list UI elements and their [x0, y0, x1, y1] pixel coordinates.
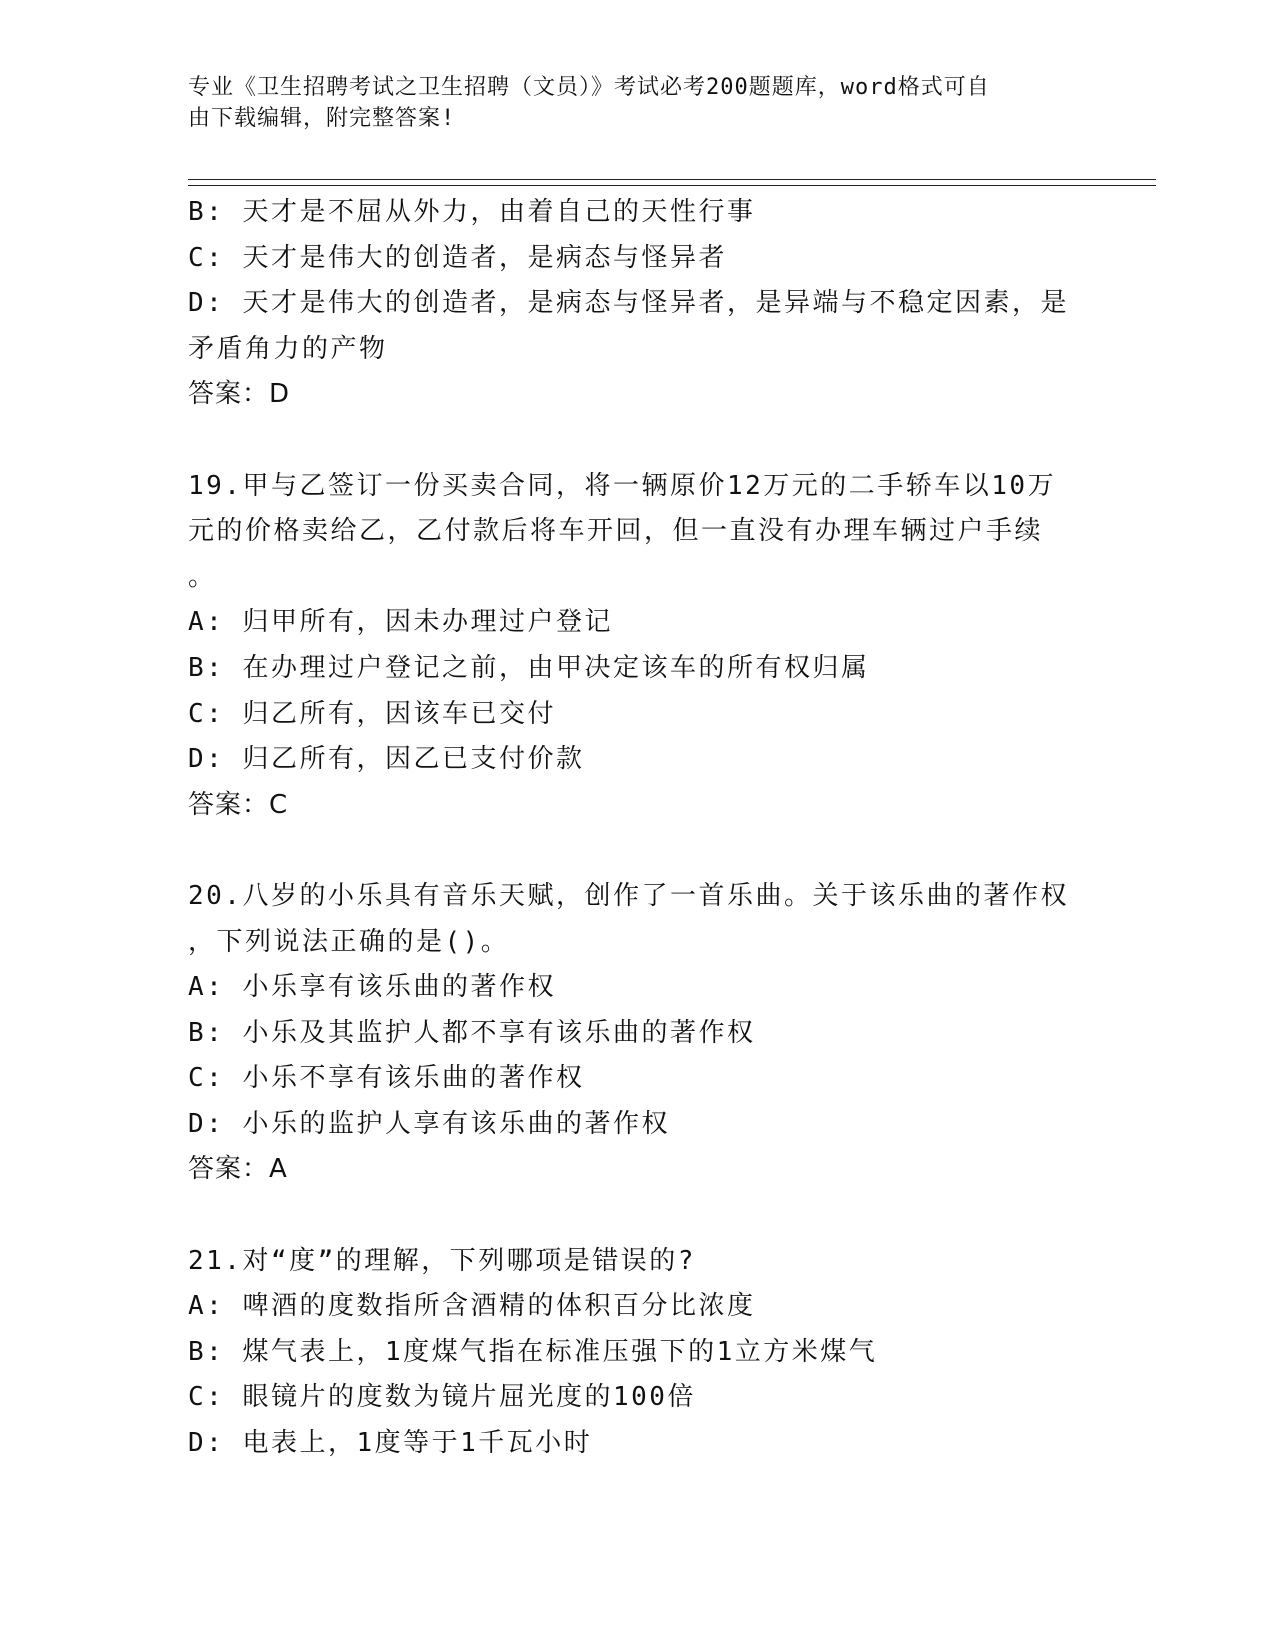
spacer: [188, 418, 1088, 464]
q20-answer: 答案：A: [188, 1154, 288, 1185]
q21-option-d: D: 电表上，1度等于1千瓦小时: [188, 1428, 593, 1459]
header-title-line-2: 由下载编辑，附完整答案!: [188, 106, 456, 131]
q20-option-d: D: 小乐的监护人享有该乐曲的著作权: [188, 1108, 670, 1139]
q21-option-b: B: 煤气表上，1度煤气指在标准压强下的1立方米煤气: [188, 1336, 878, 1367]
question-18: [188, 190, 1088, 418]
q20-option-a: A: 小乐享有该乐曲的著作权: [188, 972, 556, 1003]
q21-stem-line-1: 21.对“度”的理解，下列哪项是错误的?: [188, 1245, 696, 1276]
q19-option-b: B: 在办理过户登记之前，由甲决定该车的所有权归属: [188, 652, 870, 683]
question-21: [188, 1239, 1088, 1467]
q18-answer: 答案：D: [188, 379, 291, 410]
q19-stem-line-2: 元的价格卖给乙，乙付款后将车开回，但一直没有办理车辆过户手续: [188, 516, 1044, 547]
q19-stem-line-1: 19.甲与乙签订一份买卖合同，将一辆原价12万元的二手轿车以10万: [188, 470, 1057, 501]
q19-answer: 答案：C: [188, 789, 289, 820]
q18-option-c: C: 天才是伟大的创造者，是病态与怪异者: [188, 242, 727, 273]
q20-stem-line-2: ，下列说法正确的是()。: [188, 926, 510, 957]
q18-option-b: B: 天才是不屈从外力，由着自己的天性行事: [188, 197, 756, 227]
q21-option-a: A: 啤酒的度数指所含酒精的体积百分比浓度: [188, 1291, 756, 1322]
spacer: [188, 1193, 1088, 1239]
question-20: [188, 874, 1088, 1193]
question-19: [188, 464, 1088, 829]
document-header: [188, 72, 1068, 134]
q20-stem-line-1: 20.八岁的小乐具有音乐天赋，创作了一首乐曲。关于该乐曲的著作权: [188, 880, 1069, 911]
q21-option-c: C: 眼镜片的度数为镜片屈光度的100倍: [188, 1382, 696, 1413]
q20-option-b: B: 小乐及其监护人都不享有该乐曲的著作权: [188, 1017, 756, 1048]
question-list: [188, 190, 1088, 1467]
q18-option-d-line-1: D: 天才是伟大的创造者，是病态与怪异者，是异端与不稳定因素，是: [188, 288, 1069, 319]
q19-option-c: C: 归乙所有，因该车已交付: [188, 698, 556, 729]
q19-option-d: D: 归乙所有，因乙已支付价款: [188, 744, 585, 775]
q18-option-d-line-2: 矛盾角力的产物: [188, 333, 388, 364]
header-divider: [188, 179, 1156, 186]
q19-option-a: A: 归甲所有，因未办理过户登记: [188, 607, 613, 638]
spacer: [188, 828, 1088, 874]
q19-stem-line-3: 。: [188, 561, 217, 592]
q20-option-c: C: 小乐不享有该乐曲的著作权: [188, 1063, 585, 1094]
header-title-line-1: 专业《卫生招聘考试之卫生招聘（文员）》考试必考200题题库，word格式可自: [188, 75, 990, 100]
